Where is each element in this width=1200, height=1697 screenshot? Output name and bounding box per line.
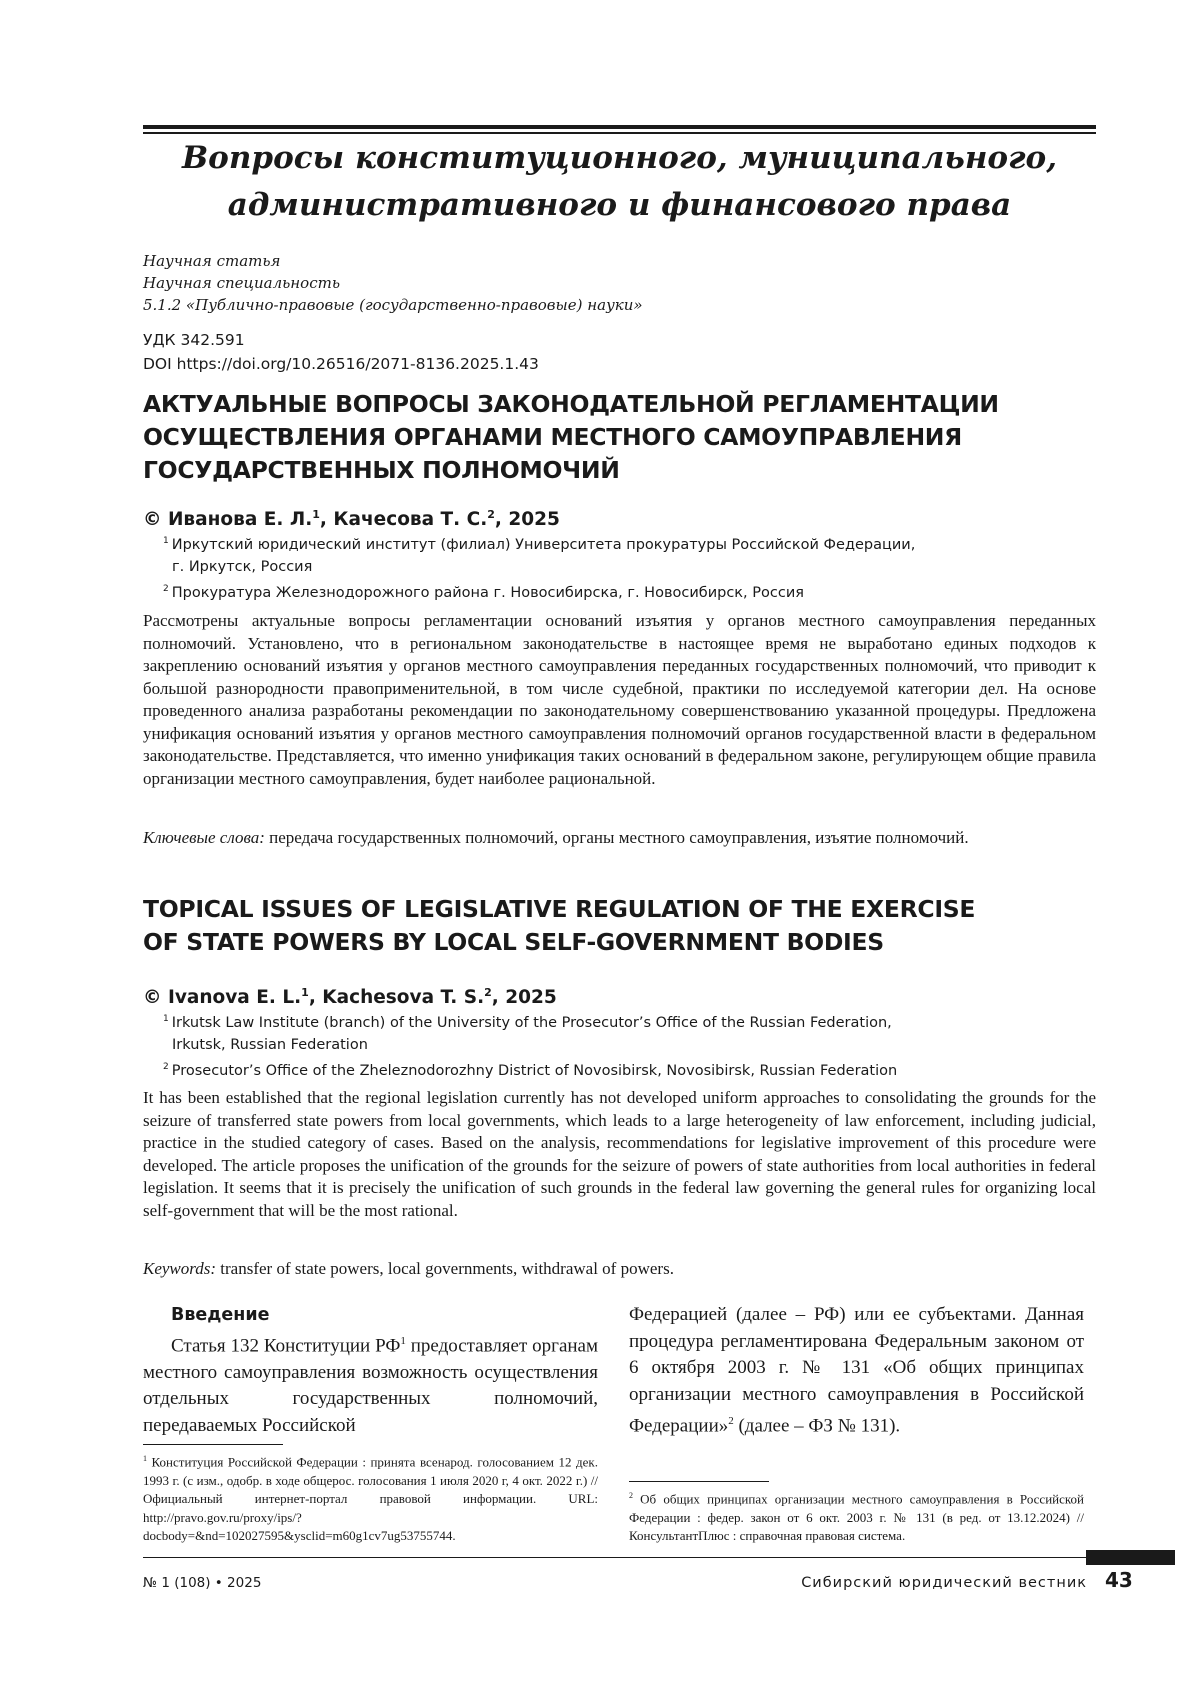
footnote-2-text: Об общих принципах организации местного самоуправления в Российской Федерации : федер. закон от 6 окт. 2003 г. № 131 (в ред. от 13.12.2024) // КонсультантПлюс : справочная правовая система. xyxy=(629,1491,1084,1544)
affiliation-1-en-line-2: Irkutsk, Russian Federation xyxy=(172,1036,368,1053)
keywords-label-ru: Ключевые слова: xyxy=(143,828,265,847)
affiliation-2-text: Прокуратура Железнодорожного района г. Новосибирска, г. Новосибирск, Россия xyxy=(171,584,804,601)
affiliation-1-mark: 1 xyxy=(163,536,169,546)
footer-accent-block xyxy=(1086,1550,1175,1565)
affiliation-1-en-line-1: Irkutsk Law Institute (branch) of the University of the Prosecutor’s Office of the Russian Federation, xyxy=(171,1014,892,1031)
author-2-mark: 2 xyxy=(487,508,495,521)
author-1-mark-en: 1 xyxy=(301,986,309,999)
authors-ru-second: , Качесова Т. С. xyxy=(319,509,488,531)
authors-ru-first: © Иванова Е. Л. xyxy=(143,509,313,531)
body-column-right xyxy=(629,1302,1084,1440)
section-heading xyxy=(143,135,1096,229)
doi-link[interactable]: DOI https://doi.org/10.26516/2071-8136.2025.1.43 xyxy=(143,355,539,373)
footnote-1-text: Конституция Российской Федерации : принята всенарод. голосованием 12 дек. 1993 г. (с изм., одобр. в ходе общерос. голосования 1 июля 2020 г, 4 окт. 2022 г.) // Официальный интернет-портал правовой информации. URL: http://pravo.gov.ru/proxy/ips/?docbody=&nd=102027595&ysclid=m60g1cv7ug53755744. xyxy=(143,1454,598,1544)
abstract-ru: Рассмотрены актуальные вопросы регламентации оснований изъятия у органов местного самоуправления переданных полномочий. Установлено, что в региональном законодательстве в настоящее время не выработано единых подходов к закреплению оснований изъятия у органов местного самоуправления переданных государственных полномочий, что приводит к большой разнородности правоприменительной, в том числе судебной, практики по исследуемой категории дел. На основе проведенного анализа разработаны рекомендации по законодательному совершенствованию указанной процедуры. Предложена унификация оснований изъятия у органов местного самоуправления полномочий органов государственной власти в федеральном законодательстве. Представляется, что именно унификация таких оснований в федеральном законе, регулирующем общие правила организации местного самоуправления, будет наиболее рациональной. xyxy=(143,611,1096,788)
affiliations-en xyxy=(163,1008,1096,1082)
author-1-mark: 1 xyxy=(312,508,320,521)
journal-name: Сибирский юридический вестник xyxy=(801,1575,1087,1591)
title-ru-line-2: ОСУЩЕСТВЛЕНИЯ ОРГАНАМИ МЕСТНОГО САМОУПРАВЛЕНИЯ xyxy=(143,423,962,451)
affiliation-1-en-mark: 1 xyxy=(163,1014,169,1024)
footnote-1-mark: 1 xyxy=(143,1454,147,1463)
article-identifiers xyxy=(143,328,1043,376)
footnote-divider-left xyxy=(143,1444,283,1445)
affiliation-1-line-2: г. Иркутск, Россия xyxy=(172,558,313,575)
article-title-en xyxy=(143,893,1096,959)
section-heading-line-2: административного и финансового права xyxy=(227,187,1012,223)
intro-right-text-b: (далее – ФЗ № 131). xyxy=(733,1415,901,1437)
affiliation-2-en-text: Prosecutor’s Office of the Zheleznodorozhny District of Novosibirsk, Novosibirsk, Russian Federation xyxy=(171,1062,898,1079)
affiliation-1-line-1: Иркутский юридический институт (филиал) Университета прокуратуры Российской Федерации, xyxy=(171,536,916,553)
footnote-2 xyxy=(629,1487,1084,1546)
affiliations-ru xyxy=(163,530,1096,604)
intro-left-text-b: предоставляет органам местного самоуправления возможность осуществления отдельных государственных полномочий, передаваемых Российской xyxy=(143,1335,599,1436)
authors-en-year: , 2025 xyxy=(491,987,557,1009)
title-ru-line-3: ГОСУДАРСТВЕННЫХ ПОЛНОМОЧИЙ xyxy=(143,456,620,484)
footnote-divider-right xyxy=(629,1481,769,1482)
abstract-en: It has been established that the regional legislation currently has not developed uniform approaches to consolidating the grounds for the seizure of transferred state powers from local governments, which leads to a large heterogeneity of law enforcement, including judicial, practice in the studied category of cases. Based on the analysis, recommendations for legislative improvement of this procedure were developed. The article proposes the unification of the grounds for the seizure of powers of state authorities from local authorities in federal legislation. It seems that it is precisely the unification of such grounds in the federal law governing the general rules for organizing local self-government that will be the most rational. xyxy=(143,1088,1096,1220)
intro-paragraph-left xyxy=(143,1328,598,1439)
intro-right-text-a: Федерацией (далее – РФ) или ее субъектами. Данная процедура регламентирована Федеральным законом от 6 октября 2003 г. № 131 «Об общих принципах организации местного самоуправления в Российской Федерации» xyxy=(629,1304,1084,1437)
footnote-ref-1[interactable]: 1 xyxy=(400,1335,406,1347)
authors-ru xyxy=(143,503,1096,532)
affiliation-2-mark: 2 xyxy=(163,583,169,594)
intro-heading: Введение xyxy=(171,1305,270,1325)
intro-paragraph-right xyxy=(629,1302,1084,1440)
authors-ru-year: , 2025 xyxy=(494,509,560,531)
issue-number: № 1 (108) • 2025 xyxy=(143,1575,262,1591)
keywords-list-ru: передача государственных полномочий, органы местного самоуправления, изъятие полномочий. xyxy=(264,828,969,847)
section-heading-line-1: Вопросы конституционного, муниципального, xyxy=(181,140,1058,176)
authors-en xyxy=(143,981,1096,1010)
article-title-ru xyxy=(143,388,1096,487)
keywords-list-en: transfer of state powers, local governments, withdrawal of powers. xyxy=(216,1259,674,1278)
specialty-label: Научная специальность xyxy=(143,274,341,292)
udc-code: УДК 342.591 xyxy=(143,331,245,349)
keywords-ru xyxy=(143,827,1096,850)
article-meta xyxy=(143,250,1043,316)
affiliation-2-en xyxy=(163,1056,1096,1082)
footnote-2-mark: 2 xyxy=(629,1491,633,1500)
intro-left-text-a: Статья 132 Конституции РФ xyxy=(171,1335,401,1357)
body-column-left xyxy=(143,1302,598,1439)
header-rule xyxy=(143,125,1096,134)
affiliation-1-en xyxy=(163,1008,1096,1034)
affiliation-1 xyxy=(163,530,1096,556)
article-type: Научная статья xyxy=(143,252,281,270)
keywords-en xyxy=(143,1258,1096,1281)
footnote-1 xyxy=(143,1450,598,1546)
title-en-line-2: OF STATE POWERS BY LOCAL SELF-GOVERNMENT BODIES xyxy=(143,928,884,956)
footer-rule xyxy=(143,1557,1096,1558)
title-en-line-1: TOPICAL ISSUES OF LEGISLATIVE REGULATION OF THE EXERCISE xyxy=(143,895,976,923)
author-2-mark-en: 2 xyxy=(484,986,492,999)
title-ru-line-1: АКТУАЛЬНЫЕ ВОПРОСЫ ЗАКОНОДАТЕЛЬНОЙ РЕГЛАМЕНТАЦИИ xyxy=(143,390,999,418)
page-number: 43 xyxy=(1105,1568,1133,1592)
footnote-ref-2[interactable]: 2 xyxy=(728,1415,734,1427)
authors-en-second: , Kachesova T. S. xyxy=(308,987,485,1009)
keywords-label-en: Keywords: xyxy=(143,1259,217,1278)
specialty: 5.1.2 «Публично-правовые (государственно-правовые) науки» xyxy=(143,296,643,314)
authors-en-first: © Ivanova E. L. xyxy=(143,987,302,1009)
affiliation-2 xyxy=(163,578,1096,604)
affiliation-2-en-mark: 2 xyxy=(163,1061,169,1072)
